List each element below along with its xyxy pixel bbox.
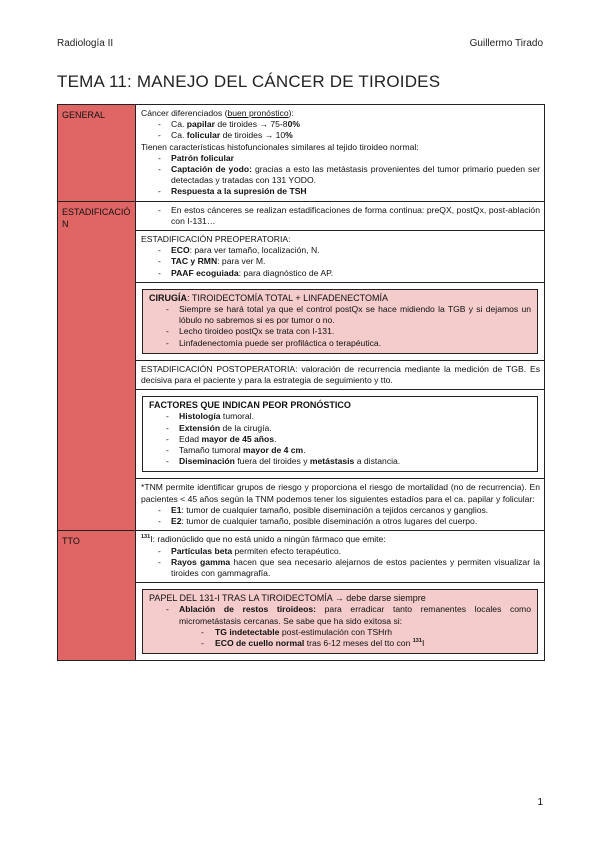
postop-text: ESTADIFICACIÓN POSTOPERATORIA: valoración de recurrencia mediante la medición de TGB. Es decisiva para el paciente y para la estrategia de seguimiento y tto. <box>136 360 544 389</box>
list-item: - Linfadenectomía puede ser profiláctica o terapéutica. <box>149 338 531 349</box>
page-number: 1 <box>537 797 543 808</box>
header-author: Guillermo Tirado <box>469 38 543 49</box>
list-item: - TAC y RMN: para ver M. <box>141 256 540 267</box>
cell-estadificacion <box>136 202 544 531</box>
tto-intro: $^{131}$I: radionúclido que no está unido a ningún fármaco que emite: <box>141 534 386 545</box>
header-course: Radiología II <box>57 38 114 49</box>
tnm-text: *TNM permite identificar grupos de riesgo y proporciona el riesgo de mortalidad (no de recurrencia). En pacientes < 45 años según la TNM podemos tener los siguientes estadíos para el ca. papilar y folicular: <box>141 482 540 504</box>
list-item: - En estos cánceres se realizan estadificaciones de forma continua: preQX, postQx, post-ablación con I-131… <box>141 205 540 227</box>
list-item: - Respuesta a la supresión de TSH <box>141 186 540 197</box>
list-item: - ECO: para ver tamaño, localización, N. <box>141 245 540 256</box>
list-item: - Patrón folicular <box>141 153 540 164</box>
list-item: - Ca. folicular de tiroides → 10% <box>141 130 540 141</box>
row-general <box>58 105 544 201</box>
prognosis-factors-box <box>142 396 538 472</box>
surgery-box <box>142 289 538 354</box>
list-item: - Diseminación fuera del tiroides y metástasis a distancia. <box>149 456 531 467</box>
page-title: TEMA 11: MANEJO DEL CÁNCER DE TIROIDES <box>57 72 441 91</box>
iodine-role-title: PAPEL DEL 131-I TRAS LA TIROIDECTOMÍA → debe darse siempre <box>149 593 426 604</box>
label-general: GENERAL <box>58 105 136 201</box>
list-item: - Lecho tiroideo postQx se trata con I-131. <box>149 326 531 337</box>
iodine-role-box <box>142 589 538 654</box>
list-item: - Histología tumoral. <box>149 411 531 422</box>
label-tto: TTO <box>58 531 136 660</box>
prognosis-factors-title: FACTORES QUE INDICAN PEOR PRONÓSTICO <box>149 400 351 411</box>
list-item: - Captación de yodo: gracias a esto las metástasis provenientes del tumor primario pueden ser detectadas y tratadas con 131 YODO. <box>141 164 540 186</box>
general-intro: Cáncer diferenciados (buen pronóstico): <box>141 108 294 118</box>
list-item: - Siempre se hará total ya que el control postQx se hace midiendo la TGB y si dejamos un lóbulo no sabremos si es por tumor o no. <box>149 304 531 326</box>
list-item: - ECO de cuello normal tras 6-12 meses del tto con $^{131}$I <box>149 638 531 649</box>
list-item: - PAAF ecoguiada: para diagnóstico de AP. <box>141 268 540 279</box>
cell-tto <box>136 531 544 660</box>
list-item: - Tamaño tumoral mayor de 4 cm. <box>149 445 531 456</box>
list-item: - Partículas beta permiten efecto terapéutico. <box>141 546 540 557</box>
list-item: - Ablación de restos tiroideos: para erradicar tanto remanentes locales como micrometástasis cercanas. Se sabe que ha sido exitosa si: <box>149 604 531 626</box>
list-item: - Ca. papilar de tiroides → 75-80% <box>141 119 540 130</box>
cell-general <box>136 105 544 201</box>
good-prognosis-text: buen pronóstico <box>227 108 289 118</box>
list-item: - E2: tumor de cualquier tamaño, posible diseminación a otros lugares del cuerpo. <box>141 516 540 527</box>
list-item: - TG indetectable post-estimulación con TSHrh <box>149 627 531 638</box>
surgery-title: CIRUGÍA: TIROIDECTOMÍA TOTAL + LINFADENECTOMÍA <box>149 292 388 303</box>
list-item: - E1: tumor de cualquier tamaño, posible diseminación a tejidos cercanos y ganglios. <box>141 505 540 516</box>
list-item: - Extensión de la cirugía. <box>149 423 531 434</box>
list-item: - Rayos gamma hacen que sea necesario alejarnos de estos pacientes y permiten visualizar la tiroides con gammagrafía. <box>141 557 540 579</box>
row-estadificacion <box>58 201 544 531</box>
preop-title: ESTADIFICACIÓN PREOPERATORIA: <box>141 234 291 245</box>
content-table <box>57 104 545 661</box>
row-tto <box>58 530 544 660</box>
general-features-intro: Tienen características histofuncionales similares al tejido tiroideo normal: <box>141 141 419 152</box>
label-estadificacion: ESTADIFICACIÓN <box>58 202 136 531</box>
list-item: - Edad mayor de 45 años. <box>149 434 531 445</box>
